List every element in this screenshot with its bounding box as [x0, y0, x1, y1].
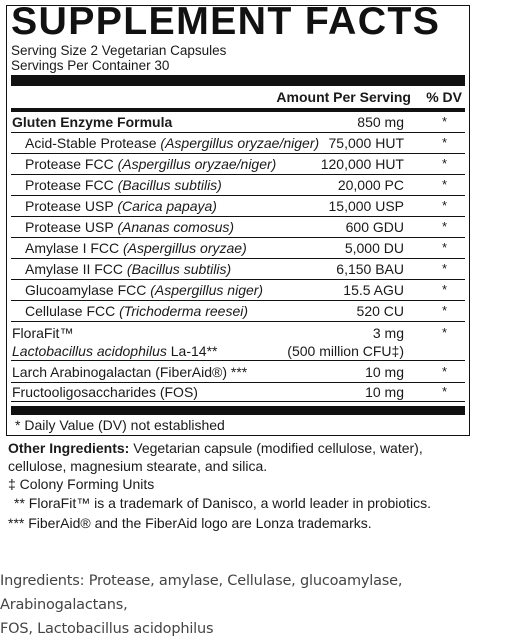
- nutrient-dv: *: [441, 135, 447, 150]
- nutrient-amount: 3 mg: [372, 325, 404, 341]
- nutrient-name: Lactobacillus acidophilus La-14**: [12, 343, 218, 359]
- nutrient-amount: 6,150 BAU: [336, 261, 404, 277]
- nutrient-row: [11, 238, 465, 259]
- nutrient-row: [11, 301, 465, 322]
- nutrient-name: Larch Arabinogalactan (FiberAid®) ***: [12, 364, 248, 380]
- nutrient-name: FloraFit™: [12, 325, 74, 341]
- cfu-note: ‡ Colony Forming Units: [8, 476, 155, 492]
- nutrient-dv: *: [441, 325, 447, 340]
- nutrient-row: [11, 112, 465, 133]
- nutrient-amount: 5,000 DU: [344, 240, 404, 256]
- nutrient-name: Amylase I FCC (Aspergillus oryzae): [25, 240, 247, 256]
- nutrient-amount: 15,000 USP: [328, 198, 404, 214]
- nutrient-name: Protease FCC (Aspergillus oryzae/niger): [25, 156, 277, 172]
- nutrient-amount: 20,000 PC: [337, 177, 404, 193]
- divider-thick: [11, 75, 465, 86]
- servings-per-container: Servings Per Container 30: [11, 58, 170, 73]
- nutrient-dv: *: [441, 114, 447, 129]
- florafit-note: ** FloraFit™ is a trademark of Danisco, a world leader in probiotics.: [14, 495, 432, 511]
- panel-title: SUPPLEMENT FACTS: [11, 0, 441, 43]
- nutrient-dv: *: [441, 240, 447, 255]
- nutrient-row: [11, 154, 465, 175]
- nutrient-dv: *: [441, 177, 447, 192]
- other-ingredients-text1: Vegetarian capsule (modified cellulose, water),: [129, 440, 423, 456]
- nutrient-amount: 75,000 HUT: [328, 135, 404, 151]
- dv-header: % DV: [426, 89, 462, 105]
- ingredients-text: [0, 569, 525, 641]
- nutrient-dv: *: [441, 198, 447, 213]
- nutrient-row: [11, 362, 465, 383]
- nutrient-name: Fructooligosaccharides (FOS): [12, 384, 198, 400]
- nutrient-row: [11, 217, 465, 238]
- fiberaid-note: *** FiberAid® and the FiberAid logo are Lonza trademarks.: [8, 515, 372, 531]
- nutrient-dv: *: [441, 219, 447, 234]
- nutrient-row: [11, 259, 465, 280]
- nutrient-dv: *: [441, 282, 447, 297]
- nutrient-dv: *: [441, 303, 447, 318]
- nutrient-amount: 15.5 AGU: [343, 282, 404, 298]
- ingredients-line2: FOS, Lactobacillus acidophilus: [0, 621, 214, 637]
- nutrient-row: [11, 196, 465, 217]
- nutrient-dv: *: [441, 384, 447, 399]
- nutrient-row: [11, 133, 465, 154]
- nutrient-name: Protease USP (Ananas comosus): [25, 219, 235, 235]
- nutrient-name: Acid-Stable Protease (Aspergillus oryzae/niger): [25, 135, 320, 151]
- nutrient-name: Amylase II FCC (Bacillus subtilis): [25, 261, 232, 277]
- dv-footnote: * Daily Value (DV) not established: [15, 417, 225, 433]
- nutrient-name: Glucoamylase FCC (Aspergillus niger): [25, 282, 264, 298]
- nutrient-row: [11, 280, 465, 301]
- nutrient-amount: 850 mg: [357, 114, 404, 130]
- ingredients-line1: Ingredients: Protease, amylase, Cellulase, glucoamylase, Arabinogalactans,: [0, 573, 403, 613]
- nutrient-row: [11, 341, 465, 361]
- nutrient-row: [11, 175, 465, 196]
- nutrient-name: Protease USP (Carica papaya): [25, 198, 217, 214]
- nutrient-dv: *: [441, 364, 447, 379]
- serving-size: Serving Size 2 Vegetarian Capsules: [11, 43, 227, 58]
- supplement-facts-panel: [6, 0, 470, 436]
- nutrient-amount: 600 GDU: [345, 219, 404, 235]
- nutrient-amount: 120,000 HUT: [320, 156, 404, 172]
- other-ingredients: [8, 439, 423, 457]
- nutrient-name: Protease FCC (Bacillus subtilis): [25, 177, 222, 193]
- nutrient-dv: *: [441, 261, 447, 276]
- nutrient-amount: 520 CU: [356, 303, 404, 319]
- divider-bottom: [11, 406, 465, 415]
- other-ingredients-line2: cellulose, magnesium stearate, and silica.: [8, 458, 268, 474]
- amount-header: Amount Per Serving: [276, 89, 411, 105]
- nutrient-row: [11, 382, 465, 402]
- nutrient-amount: 10 mg: [365, 364, 404, 380]
- nutrient-amount: 10 mg: [365, 384, 404, 400]
- other-ingredients-label: Other Ingredients:: [8, 440, 130, 456]
- nutrient-row: [11, 323, 465, 343]
- nutrient-name: Gluten Enzyme Formula: [12, 114, 173, 130]
- nutrient-name: Cellulase FCC (Trichoderma reesei): [25, 303, 249, 319]
- nutrient-dv: *: [441, 156, 447, 171]
- nutrient-amount: (500 million CFU‡): [287, 343, 404, 359]
